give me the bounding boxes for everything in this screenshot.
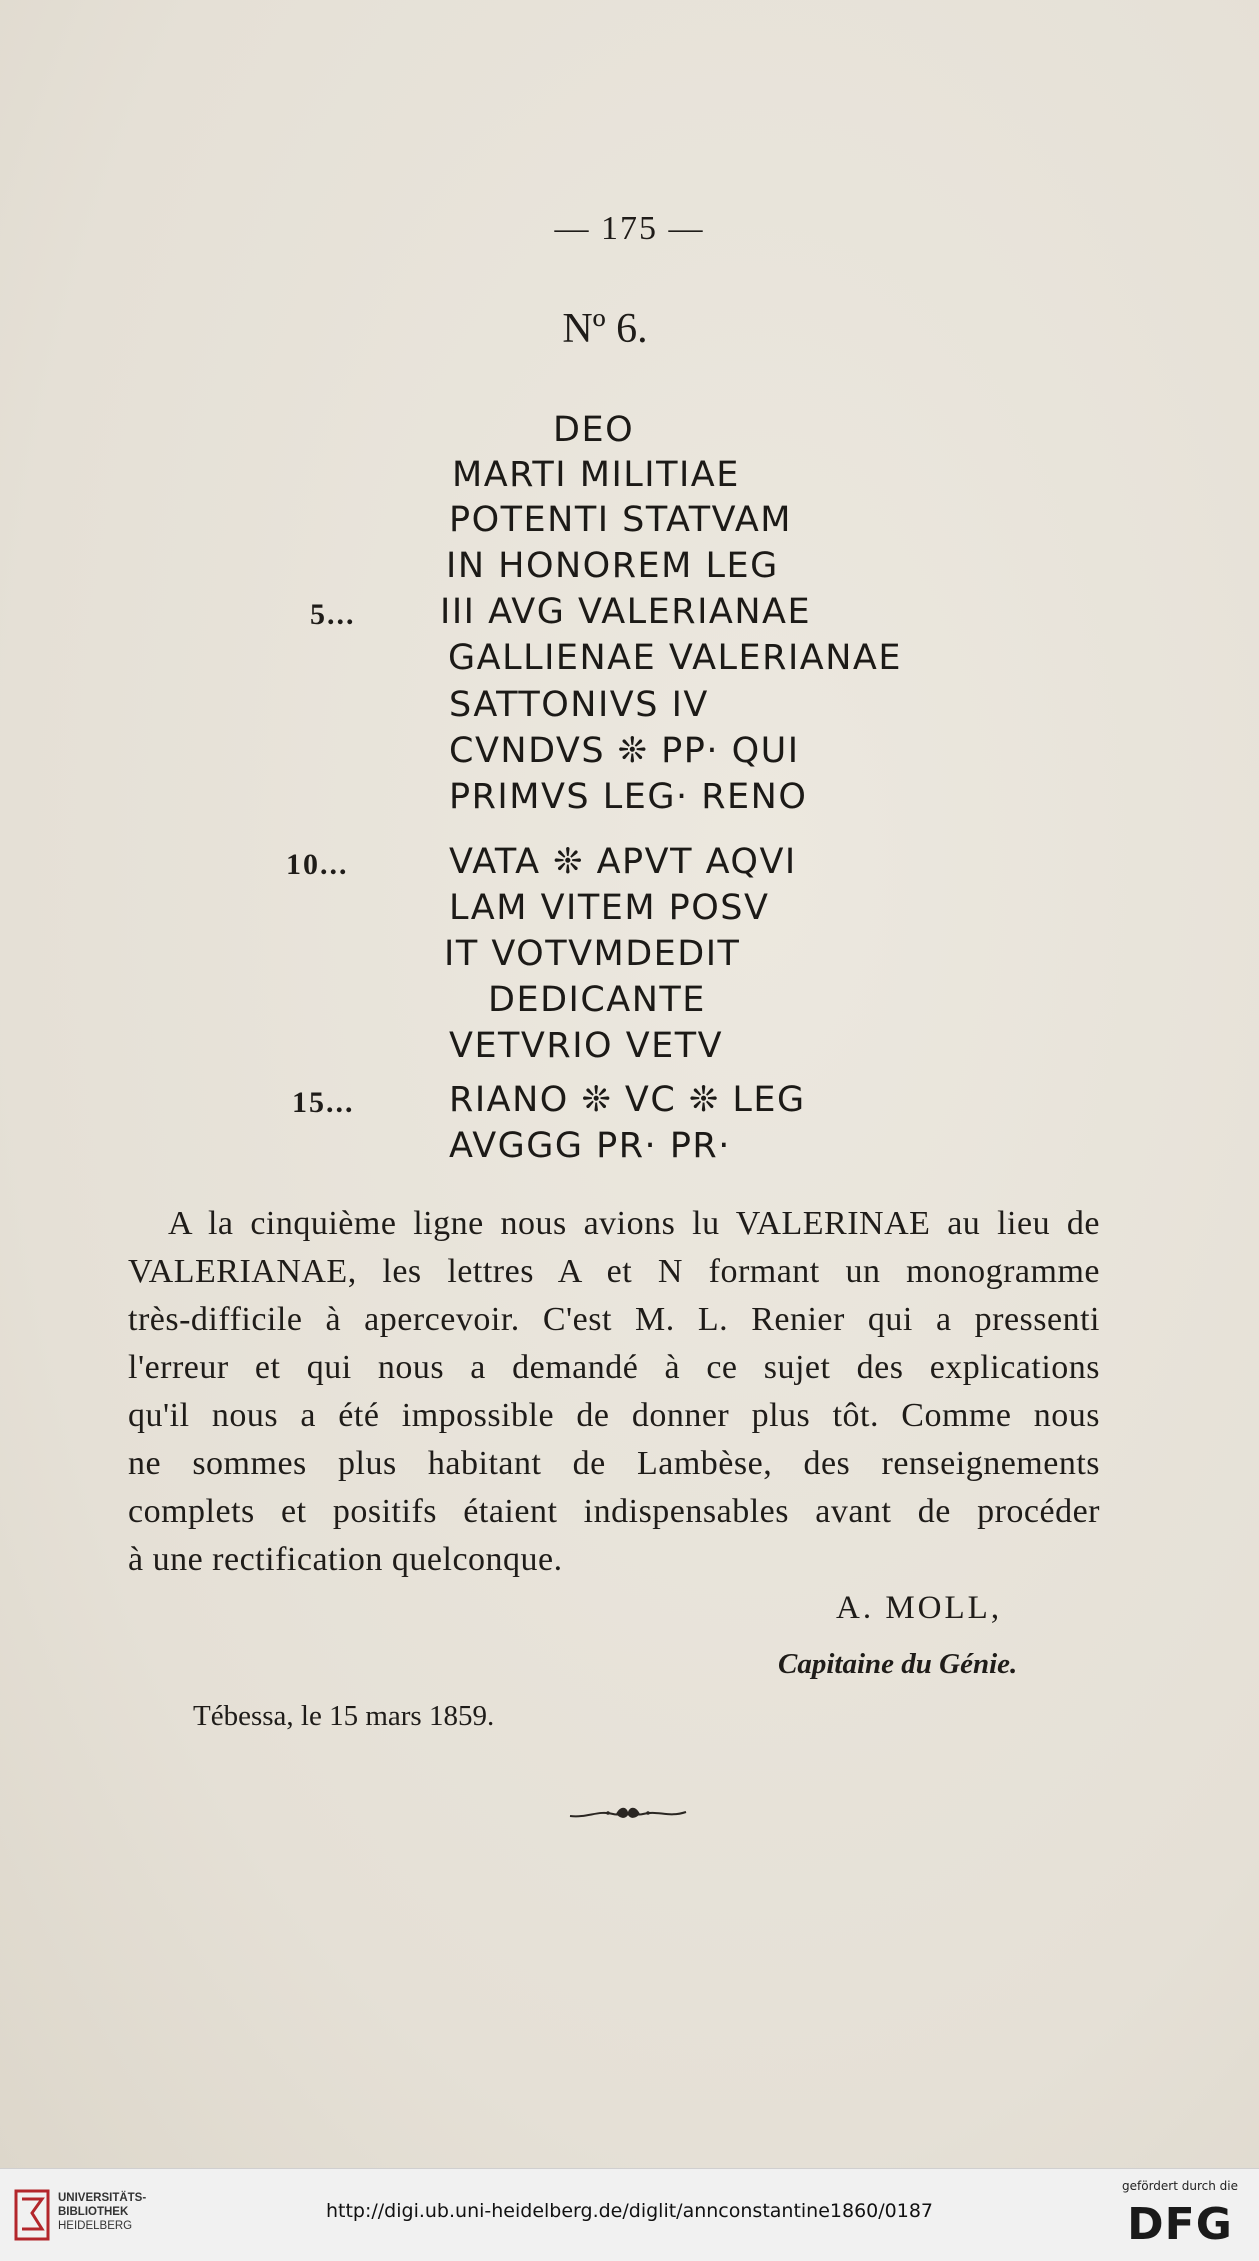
line-marker-15: 15... bbox=[292, 1086, 355, 1119]
dfg-logo: DFG bbox=[1127, 2199, 1233, 2250]
author-title: Capitaine du Génie. bbox=[778, 1648, 1018, 1680]
ornament-flourish bbox=[568, 1802, 688, 1826]
inscription-line-4: IN HONOREM LEG bbox=[446, 546, 779, 586]
paragraph-line-6: ne sommes plus habitant de Lambèse, des renseignements bbox=[128, 1445, 1100, 1482]
inscription-line-13: DEDICANTE bbox=[488, 980, 706, 1020]
paragraph-line-3: très-difficile à apercevoir. C'est M. L. Renier qui a pressenti bbox=[128, 1301, 1100, 1338]
line-marker-5: 5... bbox=[310, 598, 356, 631]
inscription-line-12: IT VOTVMDEDIT bbox=[444, 934, 741, 974]
paragraph-line-5: qu'il nous a été impossible de donner plus tôt. Comme nous bbox=[128, 1397, 1100, 1434]
inscription-line-7: SATTONIVS IV bbox=[449, 685, 709, 725]
page-number: — 175 — bbox=[554, 210, 705, 247]
paragraph-line-4: l'erreur et qui nous a demandé à ce sujet des explications bbox=[128, 1349, 1100, 1386]
inscription-line-6: GALLIENAE VALERIANAE bbox=[448, 638, 902, 678]
line-marker-10: 10... bbox=[286, 848, 349, 881]
inscription-line-16: AVGGG PR· PR· bbox=[449, 1126, 731, 1166]
inscription-line-11: LAM VITEM POSV bbox=[449, 888, 770, 928]
inscription-line-15: RIANO ❊ VC ❊ LEG bbox=[449, 1080, 806, 1120]
inscription-line-8: CVNDVS ❊ PP· QUI bbox=[449, 731, 800, 771]
paragraph-line-8: à une rectification quelconque. bbox=[128, 1541, 563, 1578]
paragraph-line-1: A la cinquième ligne nous avions lu VALERINAE au lieu de bbox=[168, 1205, 1100, 1242]
inscription-line-10: VATA ❊ APVT AQVI bbox=[449, 842, 797, 882]
paragraph-line-7: complets et positifs étaient indispensables avant de procéder bbox=[128, 1493, 1100, 1530]
author-signature: A. MOLL, bbox=[836, 1590, 1003, 1626]
inscription-line-3: POTENTI STATVAM bbox=[449, 500, 792, 540]
sponsor-text: gefördert durch die bbox=[1122, 2179, 1238, 2193]
inscription-line-5: III AVG VALERIANAE bbox=[440, 592, 812, 632]
paragraph-line-2: VALERIANAE, les lettres A et N formant un monogramme bbox=[128, 1253, 1100, 1290]
library-name-line-3: HEIDELBERG bbox=[58, 2220, 133, 2232]
inscription-line-14: VETVRIO VETV bbox=[449, 1026, 724, 1066]
inscription-line-1: DEO bbox=[553, 410, 635, 450]
inscription-line-9: PRIMVS LEG· RENO bbox=[449, 777, 808, 817]
library-name-line-2: BIBLIOTHEK bbox=[58, 2206, 129, 2218]
library-name-line-1: UNIVERSITÄTS- bbox=[58, 2192, 147, 2204]
inscription-number: Nº 6. bbox=[562, 306, 648, 352]
permalink-url[interactable]: http://digi.ub.uni-heidelberg.de/diglit/annconstantine1860/0187 bbox=[325, 2200, 934, 2222]
inscription-line-2: MARTI MILITIAE bbox=[452, 455, 740, 495]
viewer-footer bbox=[0, 2168, 1259, 2261]
place-date: Tébessa, le 15 mars 1859. bbox=[193, 1700, 495, 1732]
